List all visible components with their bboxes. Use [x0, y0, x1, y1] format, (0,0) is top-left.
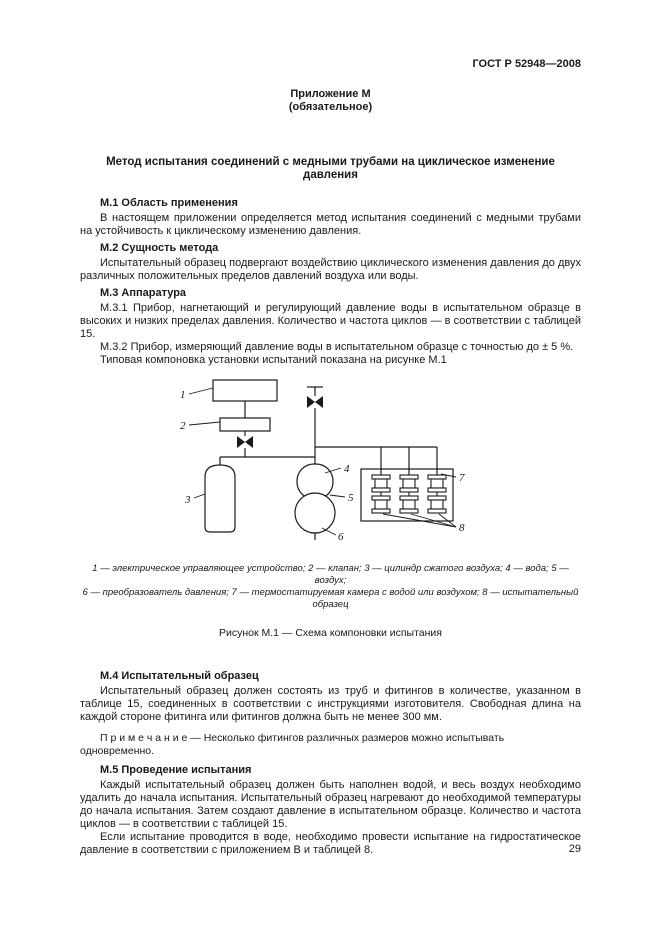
label-4: 4 [343, 463, 349, 475]
air-vessel [295, 493, 335, 533]
paragraph-m3-2: М.3.2 Прибор, измеряющий давление воды в испытательном образце с точностью до ± 5 %. [100, 341, 574, 353]
figure-legend [80, 563, 581, 611]
figure-caption: Рисунок М.1 — Схема компоновки испытания [218, 627, 442, 639]
paragraph-m5-1: Каждый испытательный образец должен быть наполнен водой, и весь воздух необходимо удалить до начала испытания. Испытательный образец нагревают до необходимой температуры до начала испытания. Затем создают давление в испытательном образце. Количество и частота циклов — в соответствии с таблицей 15. [80, 779, 581, 830]
standard-number: ГОСТ Р 52948—2008 [472, 58, 581, 70]
label-1: 1 [179, 389, 185, 401]
label-5: 5 [347, 492, 353, 504]
label-3: 3 [184, 494, 190, 506]
heading-m1: М.1 Область применения [100, 197, 238, 209]
label-7: 7 [458, 472, 464, 484]
note-m4: П р и м е ч а н и е — Несколько фитингов различных размеров можно испытывать одновременно. [80, 732, 505, 757]
appendix-subtitle: (обязательное) [288, 101, 373, 113]
control-device-box [213, 380, 277, 401]
document-title: Метод испытания соединений с медными трубами на циклическое изменение давления [106, 156, 555, 181]
page-number: 29 [568, 843, 581, 855]
figure-m1 [80, 377, 581, 640]
paragraph-m5-2: Если испытание проводится в воде, необходимо провести испытание на гидростатическое давление в соответствии с приложением В и таблицей 8. [80, 831, 581, 856]
label-6: 6 [337, 531, 343, 543]
figure-legend-line1: 1 — электрическое управляющее устройство; 2 — клапан; 3 — цилиндр сжатого воздуха; 4 — вода; 5 — воздух; [92, 563, 569, 586]
bowtie-valve-icon [237, 436, 253, 448]
paragraph-m2-1: Испытательный образец подвергают воздействию циклического изменения давления до двух различных положительных пределов давлений воздуха или воды. [80, 257, 581, 282]
appendix-block [80, 88, 581, 114]
paragraph-m4-1: Испытательный образец должен состоять из труб и фитингов в количестве, указанном в таблице 15, соединенных в соответствии с инструкциями изготовителя. Свободная длина на каждой стороне фитинга или фитингов должна быть не менее 300 мм. [80, 685, 581, 723]
paragraph-m3-1: М.3.1 Прибор, нагнетающий и регулирующий давление воды в испытательном образце в высоких и низких пределах давления. Количество и частота циклов — в соответствии с таблицей 15. [80, 302, 581, 340]
test-specimen [428, 475, 446, 513]
paragraph-m1-1: В настоящем приложении определяется метод испытания соединений с медными трубами на устойчивость к циклическому изменению давления. [80, 212, 581, 237]
figure-legend-line2: 6 — преобразователь давления; 7 — термостатируемая камера с водой или воздухом; 8 — испытательный образец [82, 587, 579, 610]
heading-m5: М.5 Проведение испытания [100, 764, 252, 776]
heading-m3: М.3 Аппаратура [100, 287, 187, 299]
heading-m2: М.2 Сущность метода [100, 242, 219, 254]
test-specimen [400, 475, 418, 513]
valve-box [220, 418, 270, 431]
heading-m4: М.4 Испытательный образец [100, 670, 259, 682]
label-2: 2 [179, 420, 185, 432]
test-specimen [372, 475, 390, 513]
figure-m1-diagram [175, 377, 487, 547]
shutoff-valve-icon [307, 396, 323, 408]
label-8: 8 [458, 522, 464, 534]
appendix-title: Приложение М [290, 88, 371, 100]
paragraph-m3-3: Типовая компоновка установки испытаний показана на рисунке М.1 [100, 354, 447, 366]
air-cylinder [205, 465, 235, 532]
